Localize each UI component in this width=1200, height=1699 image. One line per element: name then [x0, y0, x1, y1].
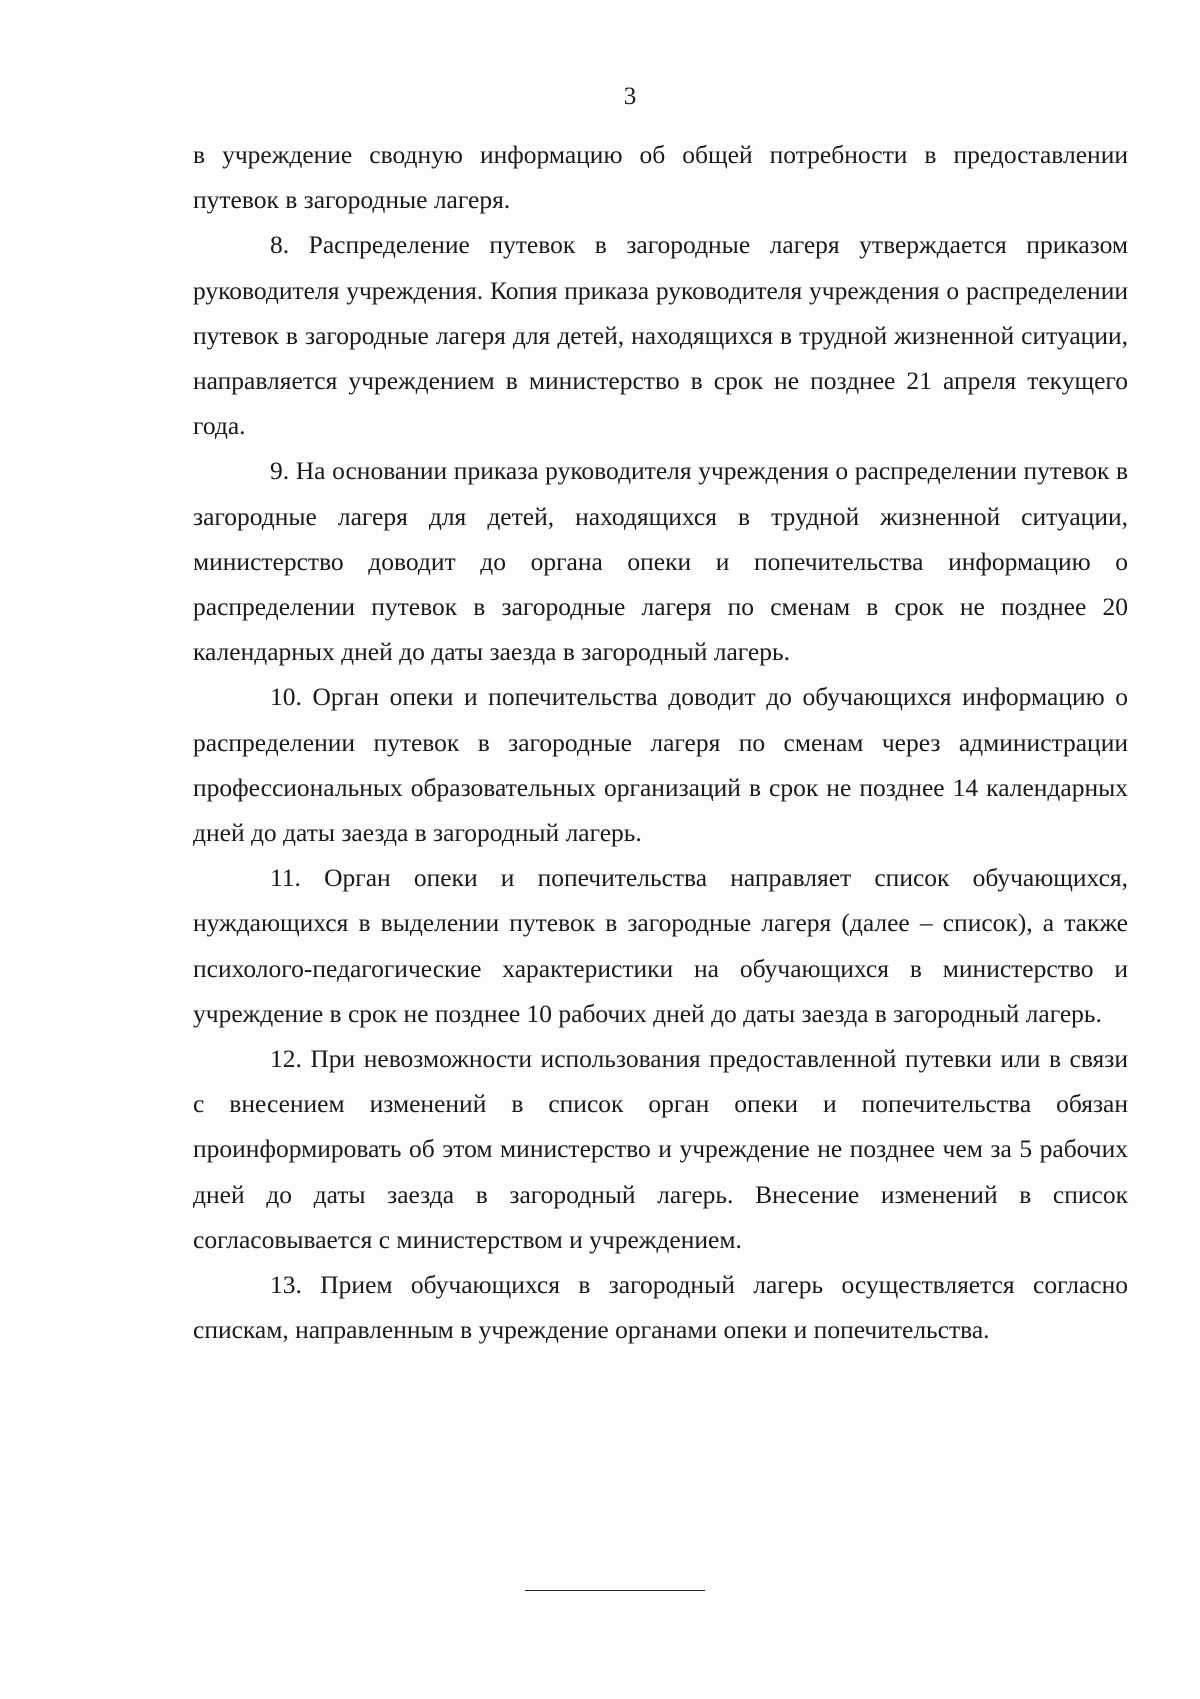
paragraph-item-12: 12. При невозможности использования предоставленной путевки или в связи с внесением изменений в список орган опеки и попечительства обязан проинформировать об этом министерство и учреждение не позднее чем за 5 рабочих дней до даты заезда в загородный лагерь. Внесение изменений в список согласовывается с министерством и учреждением. [193, 1044, 1128, 1254]
paragraph-item-8: 8. Распределение путевок в загородные лагеря утверждается приказом руководителя учреждения. Копия приказа руководителя учреждения о распределении путевок в загородные лагеря для детей, находящихся в трудной жизненной ситуации, направляется учреждением в министерство в срок не позднее 21 апреля текущего года. [193, 230, 1128, 441]
paragraph-continuation: в учреждение сводную информацию об общей потребности в предоставлении путевок в загородные лагеря. [193, 140, 1128, 215]
document-body [193, 132, 1128, 1352]
page-number: 3 [623, 83, 637, 110]
paragraph-item-9: 9. На основании приказа руководителя учреждения о распределении путевок в загородные лагеря для детей, находящихся в трудной жизненной ситуации, министерство доводит до органа опеки и попечительства информацию о распределении путевок в загородные лагеря по сменам в срок не позднее 20 календарных дней до даты заезда в загородный лагерь. [193, 456, 1128, 667]
closing-divider [525, 1590, 705, 1591]
paragraph-item-10: 10. Орган опеки и попечительства доводит до обучающихся информацию о распределении путевок в загородные лагеря по сменам через администрации профессиональных образовательных организаций в срок не позднее 14 календарных дней до даты заезда в загородный лагерь. [193, 682, 1128, 848]
paragraph-item-13: 13. Прием обучающихся в загородный лагерь осуществляется согласно спискам, направленным в учреждение органами опеки и попечительства. [193, 1270, 1128, 1345]
paragraph-item-11: 11. Орган опеки и попечительства направляет список обучающихся, нуждающихся в выделении путевок в загородные лагеря (далее – список), а также психолого-педагогические характеристики на обучающихся в министерство и учреждение в срок не позднее 10 рабочих дней до даты заезда в загородный лагерь. [193, 863, 1128, 1028]
